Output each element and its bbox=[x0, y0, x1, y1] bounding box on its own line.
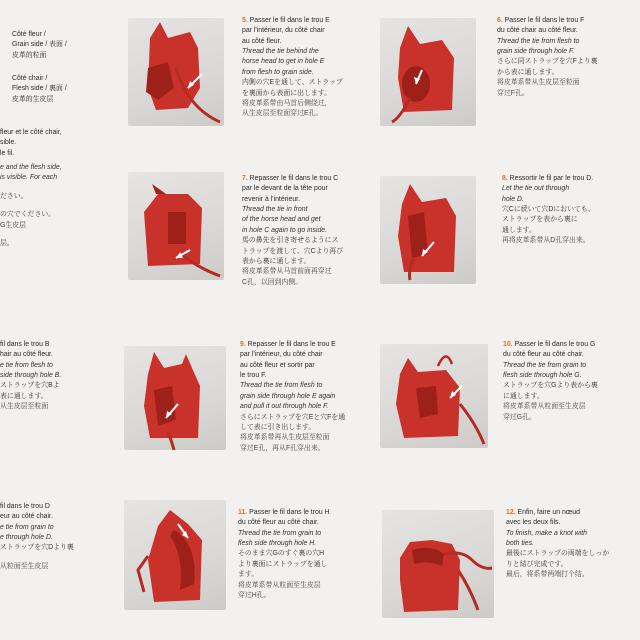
horse-figure-icon bbox=[124, 500, 226, 610]
step-12-text: 12. Enfin, faire un nœud avec les deux fils. To finish, make a knot with both ties. 最後にストラップの両端をしっか りと結び完成です。 最后，将系带两端打个结。 bbox=[506, 509, 610, 579]
step-6-text: 6. Passer le fil dans le trou F du côté chair au côté fleur. Thread the tie from flesh to grain side through hole F. さらに同ストラップを穴Fより裏 から表に通します。 将皮革系带从生皮层至粒面 穿过F孔。 bbox=[497, 17, 598, 97]
horse-figure-icon bbox=[124, 346, 226, 450]
horse-figure-icon bbox=[128, 18, 224, 126]
step-7-text: 7. Repasser le fil dans le trou C par le devant de la tête pour revenir à l'intérieur. Thread the tie in front of the horse head and get in hole C again to go inside. 馬の鼻先を引き寄せるようにス トラップを渡して、穴Cより再び 表から裏に通します。 将皮革系带从马首前面再穿过 C孔，以回到内侧。 bbox=[242, 175, 344, 286]
step-11-photo bbox=[124, 500, 226, 610]
left-fragment-middle: fil dans le trou B hair au côté fleur. e tie from flesh to side through hole B. ストラップを穴Bよ 表に通します。 从生皮层至粒面 bbox=[0, 341, 62, 411]
step-11-text: 11. Passer le fil dans le trou H du côté fleur au côté chair. Thread the tie from grain to flesh side through hole H. そのまま穴Gのすぐ裏の穴H より裏面にストラップを通し ます。 将皮革系带从粒面至生皮层 穿过H孔。 bbox=[238, 509, 330, 599]
left-fragment-bottom: fil dans le trou D eur au côté chair. e tie from grain to e through hole D. ストラップを穴Dより裏 从粒面至生皮层 bbox=[0, 503, 74, 570]
step-10-text: 10. Passer le fil dans le trou G du côté fleur au côté chair. Thread the tie from grain to flesh side through hole G. ストラップを穴Gより表から裏 に通します。 将皮革系带从粒面至生皮层 穿过G孔。 bbox=[503, 341, 598, 421]
step-12-photo bbox=[382, 510, 494, 618]
horse-figure-icon bbox=[128, 172, 224, 280]
horse-figure-icon bbox=[380, 344, 488, 448]
horse-figure-icon bbox=[380, 176, 476, 284]
legend-flesh-side: Côté chair / Flesh side / 裏面 / 皮革的生皮层 bbox=[12, 75, 67, 103]
step-8-photo bbox=[380, 176, 476, 284]
legend-grain-side: Côté fleur / Grain side / 表面 / 皮革的粒面 bbox=[12, 31, 67, 59]
horse-figure-icon bbox=[380, 18, 476, 126]
step-7-photo bbox=[128, 172, 224, 280]
step-9-photo bbox=[124, 346, 226, 450]
step-5-photo bbox=[128, 18, 224, 126]
step-6-photo bbox=[380, 18, 476, 126]
step-5-text: 5. Passer le fil dans le trou E par l'intérieur, du côté chair au côté fleur. Thread the tie behind the horse head to get in hole E from flesh to grain side. 内側の穴Eを通して、ストラップ を裏面から表面に出します。 将皮革系带由马首后侧绕过， 从生皮层至粒面穿过E孔。 bbox=[242, 17, 343, 118]
left-fragment-top: fleur et le côté chair, sible. le fil. e and the flesh side, is visible. For each ださい。 の穴でください。 G生皮层 层。 bbox=[0, 129, 62, 247]
step-9-text: 9. Repasser le fil dans le trou E par l'intérieur, du côté chair au côté fleur et sortir par le trou F. Thread the tie from flesh to grain side through hole E again and pull it out through hole F. さらにストラップを穴Eと穴Fを通 して表に引き出します。 将皮革系带再从生皮层至粒面 穿过E孔，再从F孔穿出来。 bbox=[240, 341, 346, 452]
step-10-photo bbox=[380, 344, 488, 448]
horse-figure-icon bbox=[382, 510, 494, 618]
step-8-text: 8. Ressortir le fil par le trou D. Let the tie out through hole D. 穴Cに続いて穴Dにおいても、 ストラップを表から裏に 通します。 再将皮革系带从D孔穿出来。 bbox=[502, 175, 595, 245]
